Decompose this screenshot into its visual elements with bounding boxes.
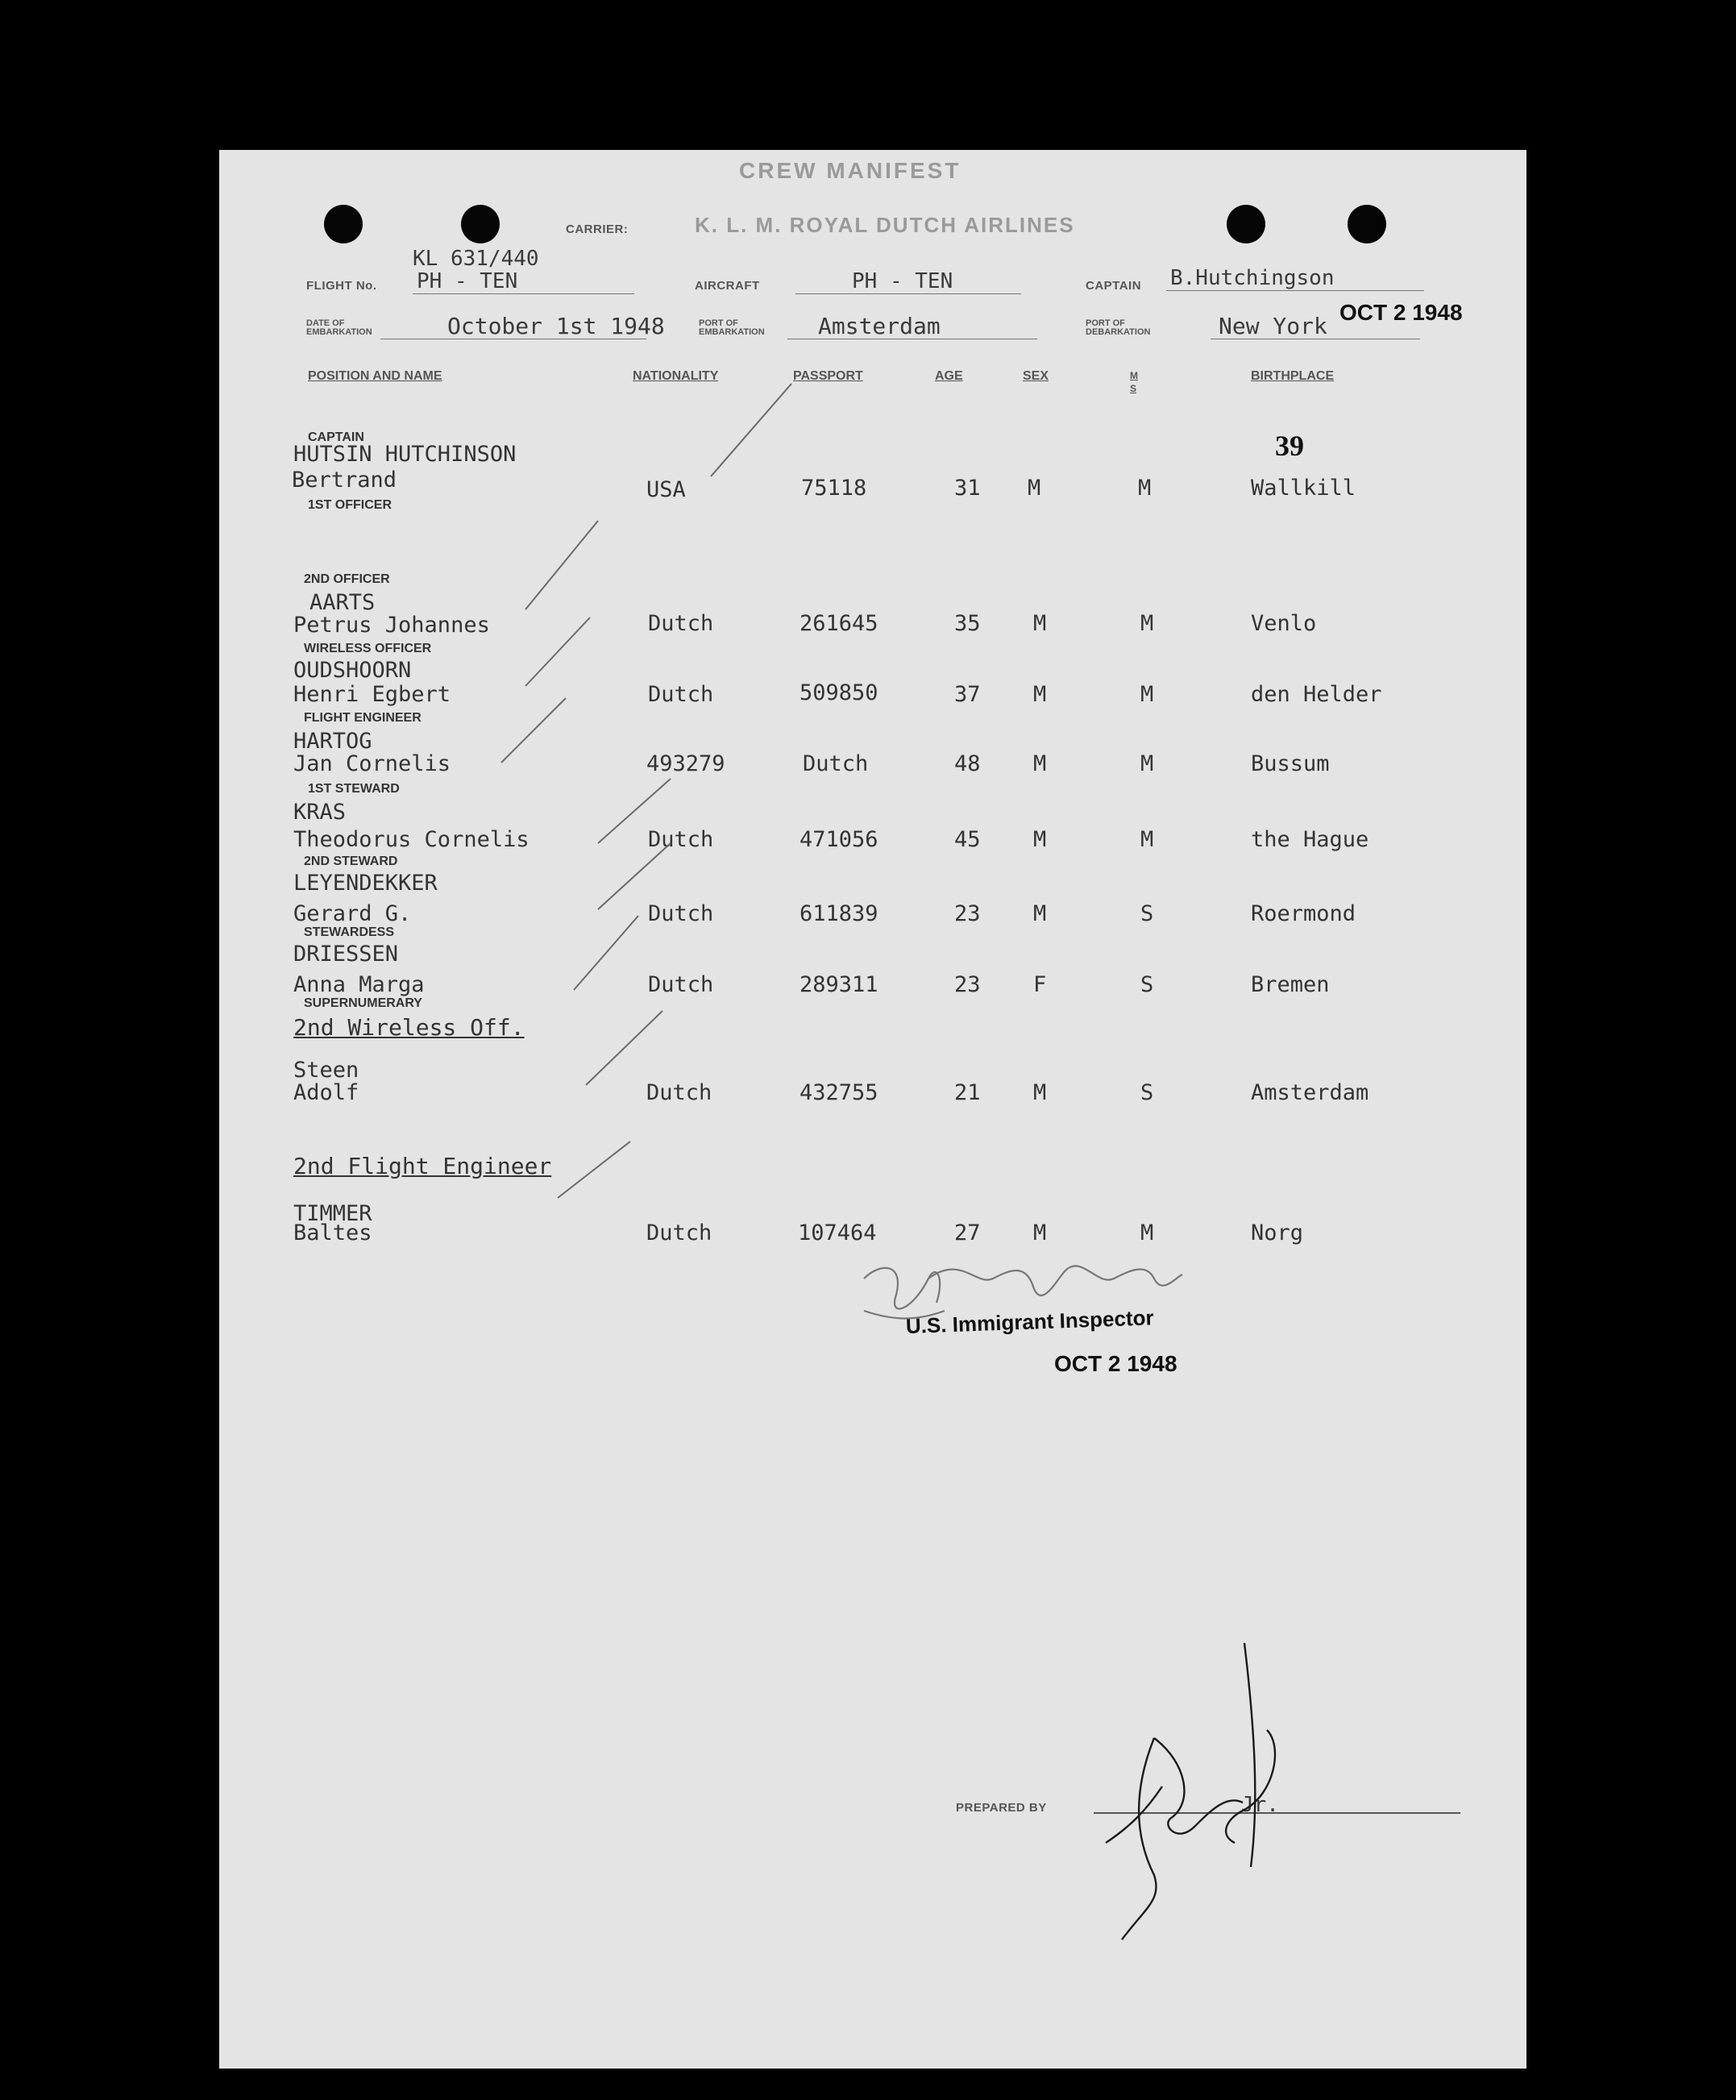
crew-passport: 432755 — [799, 1080, 878, 1105]
crew-birthplace: Venlo — [1251, 611, 1317, 636]
crew-marital: M — [1140, 827, 1154, 852]
crew-surname: AARTS — [309, 590, 376, 615]
prepared-by-suffix: Jr. — [1241, 1793, 1279, 1817]
crew-sex: M — [1033, 611, 1047, 636]
col-marital: M S — [1130, 370, 1138, 394]
crew-passport: 107464 — [798, 1220, 877, 1245]
crew-marital: S — [1140, 901, 1154, 926]
crew-nationality: Dutch — [648, 972, 714, 997]
crew-age: 23 — [954, 901, 981, 926]
crew-age: 31 — [954, 476, 981, 501]
port-embark: Amsterdam — [818, 313, 941, 339]
port-debark: New York — [1219, 313, 1327, 339]
crew-surname: HARTOG — [293, 729, 372, 754]
manifest-page — [219, 150, 1526, 2069]
crew-age: 27 — [954, 1220, 981, 1245]
position-label: 1ST STEWARD — [308, 782, 400, 796]
crew-nationality: 493279 — [646, 751, 725, 776]
crew-sex: M — [1033, 827, 1047, 852]
crew-passport: 509850 — [799, 680, 878, 705]
position-label: 2ND STEWARD — [304, 855, 398, 868]
carrier-label: CARRIER: — [566, 222, 629, 236]
aircraft-label: AIRCRAFT — [695, 279, 760, 293]
prepared-by-label: PREPARED BY — [956, 1801, 1047, 1815]
crew-given-name: Theodorus Cornelis — [293, 827, 530, 852]
check-mark — [586, 1011, 662, 1085]
position-label: FLIGHT ENGINEER — [304, 711, 422, 725]
crew-birthplace: Bremen — [1251, 972, 1330, 997]
crew-passport: 471056 — [799, 827, 878, 852]
crew-marital: M — [1140, 682, 1154, 707]
check-mark — [598, 779, 671, 843]
col-position-name: POSITION AND NAME — [308, 369, 442, 383]
flight-label: FLIGHT No. — [306, 279, 377, 293]
captain-value: B.Hutchingson — [1170, 266, 1335, 290]
crew-passport: 611839 — [799, 901, 878, 926]
crew-surname: TIMMER — [293, 1201, 372, 1226]
port-embark-label: PORT OF EMBARKATION — [699, 318, 765, 337]
crew-birthplace: Norg — [1251, 1220, 1304, 1245]
crew-nationality: USA — [646, 477, 686, 502]
crew-age: 35 — [954, 611, 981, 636]
handwritten-marks — [219, 150, 1526, 2069]
crew-nationality: Dutch — [648, 611, 714, 636]
aircraft-value: PH - TEN — [852, 269, 953, 293]
port-debark-label: PORT OF DEBARKATION — [1086, 318, 1151, 337]
crew-surname: KRAS — [293, 800, 347, 825]
check-mark — [711, 384, 791, 476]
crew-sex: M — [1033, 751, 1047, 776]
crew-birthplace: the Hague — [1251, 827, 1369, 852]
crew-given-name: Jan Cornelis — [293, 751, 451, 776]
crew-surname: Steen — [293, 1058, 359, 1083]
section-heading: 2nd Flight Engineer — [293, 1153, 552, 1179]
col-nationality: NATIONALITY — [633, 369, 719, 383]
crew-passport: 261645 — [799, 611, 878, 636]
crew-surname: OUDSHOORN — [293, 658, 412, 683]
crew-given-name: Gerard G. — [293, 901, 412, 926]
position-label: 2ND OFFICER — [304, 572, 390, 586]
crew-birthplace: Roermond — [1251, 901, 1356, 926]
check-mark — [525, 521, 598, 609]
crew-sex: M — [1028, 476, 1041, 501]
page-title: CREW MANIFEST — [739, 158, 961, 183]
crew-surname: LEYENDEKKER — [293, 871, 438, 896]
crew-passport: 289311 — [799, 972, 878, 997]
crew-surname: HUTSIN HUTCHINSON — [293, 442, 517, 467]
check-mark — [501, 698, 566, 763]
inspector-signature — [864, 1266, 1182, 1318]
crew-birthplace: Wallkill — [1251, 476, 1356, 501]
inspector-date: OCT 2 1948 — [1054, 1351, 1177, 1376]
crew-given-name: Anna Marga — [293, 972, 425, 997]
crew-marital: M — [1140, 1220, 1154, 1245]
preparer-signature — [1106, 1643, 1275, 1940]
crew-sex: M — [1033, 1220, 1047, 1245]
crew-age: 45 — [954, 827, 981, 852]
position-label: 1ST OFFICER — [308, 498, 392, 512]
crew-birthplace: Bussum — [1251, 751, 1330, 776]
crew-nationality: Dutch — [648, 827, 714, 852]
crew-birthplace: Amsterdam — [1251, 1080, 1369, 1105]
position-label: STEWARDESS — [304, 925, 395, 939]
date-stamp: OCT 2 1948 — [1339, 300, 1463, 325]
flight-number: PH - TEN — [417, 269, 518, 293]
crew-marital: M — [1140, 611, 1154, 636]
position-label: SUPERNUMERARY — [304, 996, 422, 1010]
crew-nationality: Dutch — [648, 682, 714, 707]
crew-nationality: Dutch — [646, 1220, 712, 1245]
flight-note: KL 631/440 — [413, 247, 539, 271]
crew-given-name: Adolf — [293, 1080, 359, 1105]
crew-sex: M — [1033, 901, 1047, 926]
carrier-name: K. L. M. ROYAL DUTCH AIRLINES — [695, 213, 1075, 237]
crew-age: 23 — [954, 972, 981, 997]
section-heading: 2nd Wireless Off. — [293, 1014, 525, 1041]
embark-date-label: DATE OF EMBARKATION — [306, 318, 372, 337]
embark-date: October 1st 1948 — [447, 313, 665, 339]
crew-given-name: Baltes — [293, 1220, 372, 1245]
crew-marital: M — [1138, 476, 1152, 501]
crew-age: 21 — [954, 1080, 981, 1105]
crew-given-name: Bertrand — [292, 468, 397, 493]
crew-birthplace: den Helder — [1251, 682, 1382, 707]
col-birthplace: BIRTHPLACE — [1251, 369, 1335, 383]
crew-surname: DRIESSEN — [293, 942, 399, 967]
position-label: WIRELESS OFFICER — [304, 642, 432, 655]
crew-passport: 75118 — [801, 476, 867, 501]
crew-sex: F — [1033, 972, 1047, 997]
col-age: AGE — [935, 369, 963, 383]
crew-given-name: Henri Egbert — [293, 682, 451, 707]
check-mark — [574, 916, 638, 990]
page-number: 39 — [1275, 430, 1304, 462]
crew-nationality: Dutch — [648, 901, 714, 926]
captain-label: CAPTAIN — [1086, 279, 1142, 293]
crew-age: 48 — [954, 751, 981, 776]
crew-sex: M — [1033, 1080, 1047, 1105]
position-label: CAPTAIN — [308, 430, 364, 444]
crew-sex: M — [1033, 682, 1047, 707]
crew-marital: S — [1140, 972, 1154, 997]
crew-given-name: Petrus Johannes — [293, 613, 490, 638]
col-sex: SEX — [1023, 369, 1049, 383]
crew-nationality: Dutch — [646, 1080, 712, 1105]
crew-passport: Dutch — [803, 751, 869, 776]
crew-age: 37 — [954, 682, 981, 707]
inspector-title: U.S. Immigrant Inspector — [905, 1305, 1155, 1338]
crew-marital: M — [1140, 751, 1154, 776]
check-mark — [525, 618, 590, 686]
check-mark — [598, 843, 671, 909]
col-passport: PASSPORT — [793, 369, 863, 383]
crew-marital: S — [1140, 1080, 1154, 1105]
check-mark — [558, 1141, 630, 1198]
